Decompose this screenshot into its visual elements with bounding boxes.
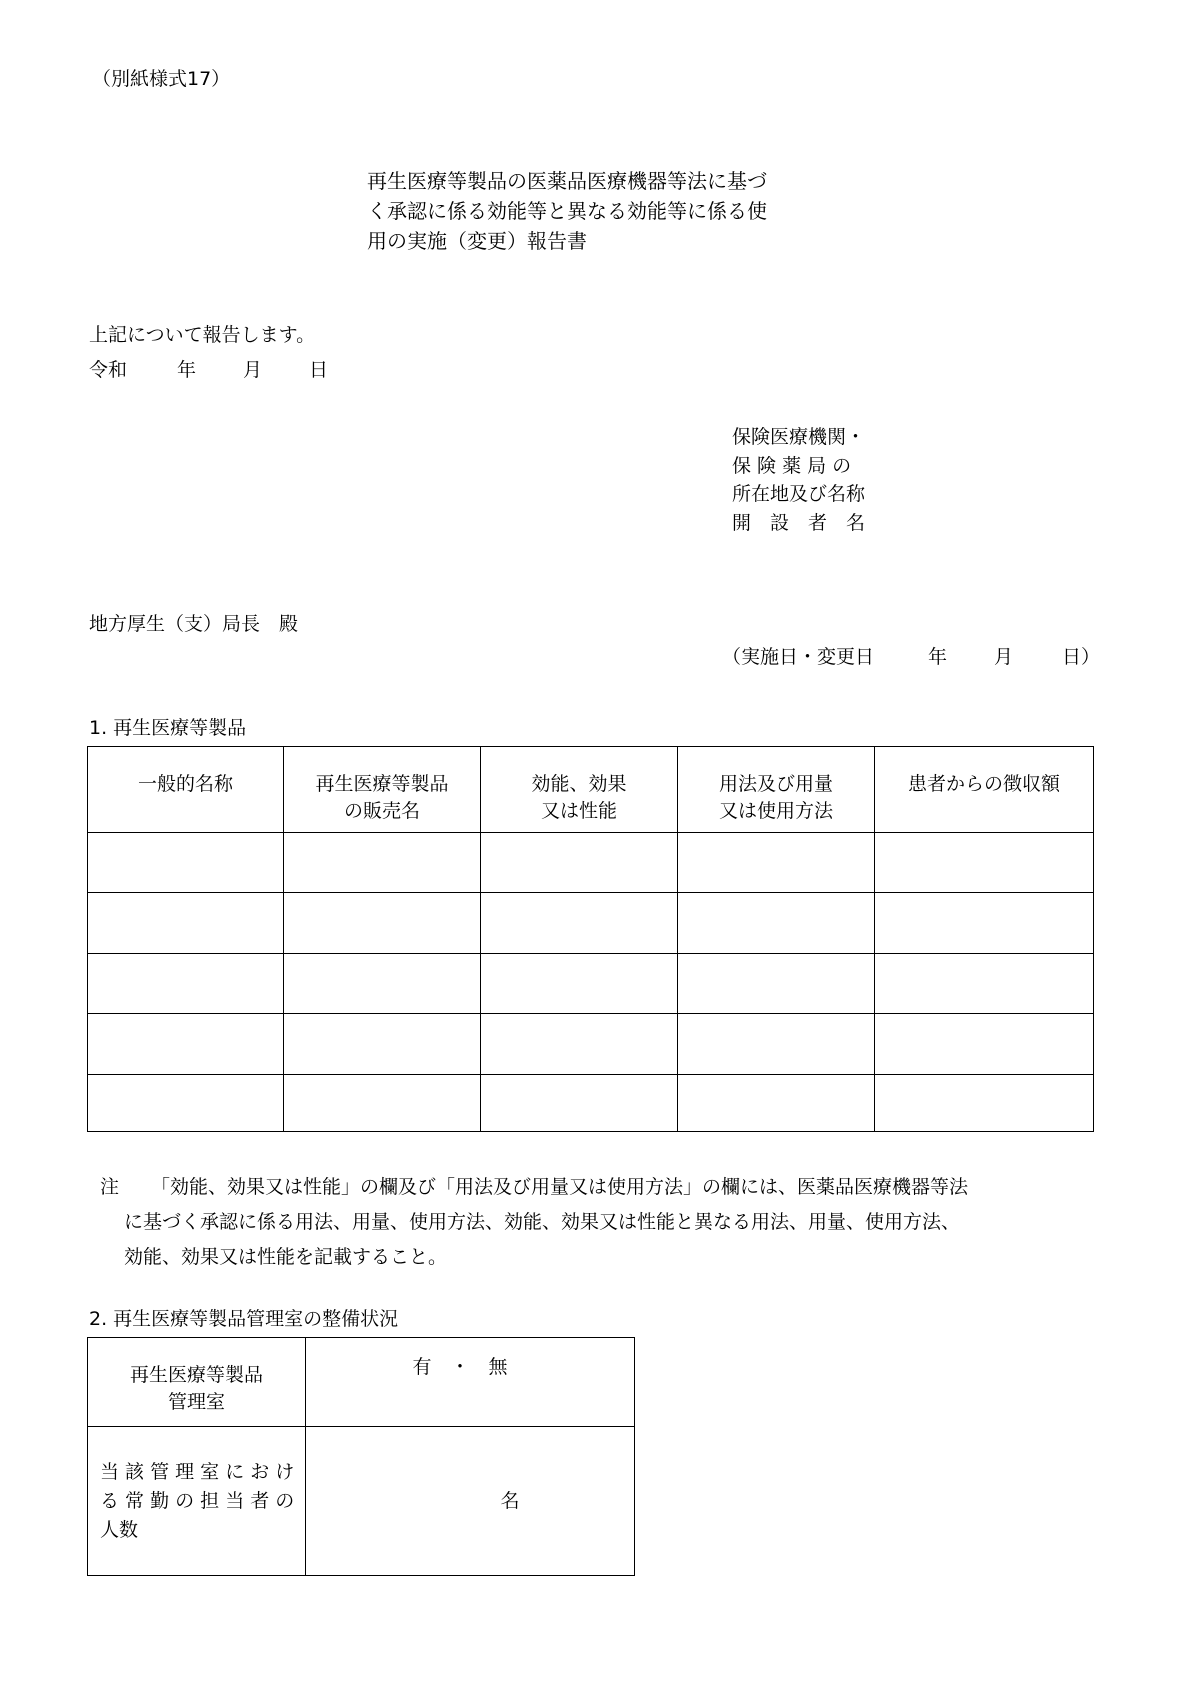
table-cell[interactable] — [284, 833, 481, 893]
table-cell[interactable] — [284, 1075, 481, 1132]
implementation-date-prefix: （実施日・変更日 — [722, 646, 875, 668]
addressee: 地方厚生（支）局長 殿 — [89, 613, 299, 635]
title-line: 用の実施（変更）報告書 — [367, 229, 587, 253]
table-cell[interactable] — [284, 1014, 481, 1075]
table-cell[interactable] — [88, 1014, 284, 1075]
table-cell[interactable] — [678, 893, 875, 954]
section1-heading: 1. 再生医療等製品 — [89, 717, 247, 739]
table-row — [88, 833, 1094, 893]
staff-count[interactable]: 名 — [306, 1427, 635, 1576]
table-cell[interactable] — [284, 954, 481, 1014]
day-label: 日 — [309, 359, 329, 381]
product-table — [87, 746, 1094, 1132]
applicant-label: 保険医療機関・ — [732, 426, 866, 448]
applicant-label: 保 険 薬 局 の — [732, 454, 852, 477]
implementation-month: 月 — [994, 646, 1014, 668]
note-line: 効能、効果又は性能を記載すること。 — [124, 1246, 448, 1268]
table-cell[interactable] — [88, 833, 284, 893]
table-cell[interactable] — [678, 1014, 875, 1075]
applicant-label: 開 設 者 名 — [732, 511, 866, 534]
table-cell[interactable] — [88, 893, 284, 954]
table-cell[interactable] — [875, 893, 1094, 954]
form-number: （別紙様式17） — [92, 68, 231, 90]
year-label: 年 — [177, 359, 197, 381]
header-patient-charge: 患者からの徴収額 — [875, 747, 1094, 833]
table-note — [100, 1170, 1100, 1275]
staff-row — [88, 1427, 635, 1576]
header-efficacy: 効能、効果 又は性能 — [481, 747, 678, 833]
note-line: 「効能、効果又は性能」の欄及び「用法及び用量又は使用方法」の欄には、医薬品医療機器等法 — [151, 1176, 969, 1198]
table-cell[interactable] — [875, 954, 1094, 1014]
table-row — [88, 1014, 1094, 1075]
table-cell[interactable] — [284, 893, 481, 954]
table-cell[interactable] — [678, 1075, 875, 1132]
implementation-day: 日） — [1062, 646, 1101, 668]
table-row — [88, 954, 1094, 1014]
header-brand-name: 再生医療等製品 の販売名 — [284, 747, 481, 833]
table-row — [88, 1075, 1094, 1132]
table-cell[interactable] — [875, 833, 1094, 893]
table-cell[interactable] — [481, 833, 678, 893]
room-label: 再生医療等製品 管理室 — [88, 1338, 306, 1427]
note-label: 注 — [100, 1176, 120, 1198]
section2-heading: 2. 再生医療等製品管理室の整備状況 — [89, 1308, 399, 1330]
table-cell[interactable] — [481, 1075, 678, 1132]
table-cell[interactable] — [481, 1014, 678, 1075]
table-row — [88, 893, 1094, 954]
staff-label: 当 該 管 理 室 に お け る 常 勤 の 担 当 者 の 人数 — [88, 1427, 306, 1576]
table-cell[interactable] — [678, 954, 875, 1014]
applicant-block — [732, 428, 865, 542]
applicant-label: 所在地及び名称 — [732, 483, 866, 505]
table-cell[interactable] — [875, 1014, 1094, 1075]
month-label: 月 — [243, 359, 263, 381]
title-line: く承認に係る効能等と異なる効能等に係る使 — [367, 199, 767, 223]
report-statement: 上記について報告します。 — [89, 324, 316, 346]
title-line: 再生医療等製品の医薬品医療機器等法に基づ — [367, 169, 767, 193]
table-cell[interactable] — [481, 954, 678, 1014]
implementation-year: 年 — [928, 646, 948, 668]
note-line: に基づく承認に係る用法、用量、使用方法、効能、効果又は性能と異なる用法、用量、使用方法、 — [124, 1211, 961, 1233]
era-label: 令和 — [89, 359, 128, 381]
table-cell[interactable] — [88, 1075, 284, 1132]
table-cell[interactable] — [678, 833, 875, 893]
table-cell[interactable] — [88, 954, 284, 1014]
table-header-row — [88, 747, 1094, 833]
header-dosage: 用法及び用量 又は使用方法 — [678, 747, 875, 833]
room-row — [88, 1338, 635, 1427]
room-availability[interactable]: 有 ・ 無 — [306, 1338, 635, 1427]
management-room-table — [87, 1337, 635, 1576]
document-title — [367, 166, 767, 256]
table-cell[interactable] — [875, 1075, 1094, 1132]
table-cell[interactable] — [481, 893, 678, 954]
header-generic-name: 一般的名称 — [88, 747, 284, 833]
